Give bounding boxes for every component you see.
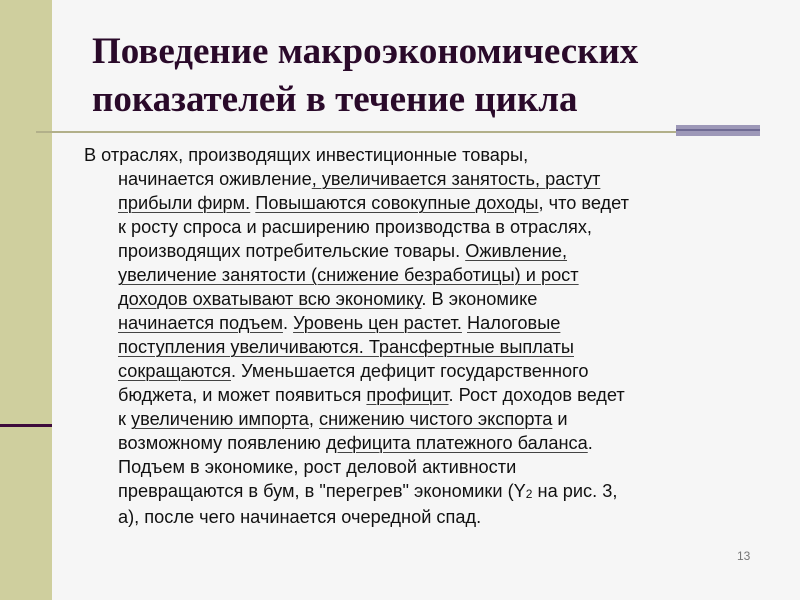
text-segment: . bbox=[587, 433, 593, 453]
text-segment: на рис. 3, bbox=[532, 481, 618, 501]
text-segment: , что ведет bbox=[538, 193, 629, 213]
underlined-phrase: , увеличивается занятость, растут bbox=[311, 169, 601, 189]
text-line-16: а), после чего начинается очередной спад. bbox=[118, 507, 482, 527]
text-segment: бюджета, и может появиться bbox=[118, 385, 367, 405]
text-line-10 bbox=[84, 359, 754, 383]
text-segment: и bbox=[552, 409, 568, 429]
page-number: 13 bbox=[737, 549, 751, 563]
title-line-2: показателей в течение цикла bbox=[92, 79, 578, 120]
text-line-1: В отраслях, производящих инвестиционные товары, bbox=[84, 145, 529, 165]
text-line-7 bbox=[84, 287, 754, 311]
text-line-14: Подъем в экономике, рост деловой активности bbox=[118, 457, 517, 477]
text-segment: производящих потребительские товары. bbox=[118, 241, 466, 261]
text-segment: . Уменьшается дефицит государственного bbox=[231, 361, 589, 381]
body-paragraph bbox=[84, 143, 754, 529]
underlined-phrase: увеличение занятости (снижение безработицы) и рост bbox=[118, 265, 579, 285]
text-line-4: к росту спроса и расширению производства в отраслях, bbox=[118, 217, 592, 237]
underlined-phrase: поступления увеличиваются. Трансфертные выплаты bbox=[118, 337, 574, 357]
text-line-11 bbox=[84, 383, 754, 407]
underlined-phrase: профицит bbox=[366, 385, 449, 405]
title-divider bbox=[36, 131, 676, 133]
underlined-phrase: Уровень цен растет. bbox=[293, 313, 462, 333]
subscript-2: 2 bbox=[525, 487, 533, 501]
side-decor-band bbox=[0, 0, 52, 600]
text-line-5 bbox=[84, 239, 754, 263]
underlined-phrase: Оживление, bbox=[465, 241, 568, 261]
underlined-phrase: доходов охватывают всю экономику bbox=[118, 289, 422, 309]
text-segment: к bbox=[118, 409, 132, 429]
text-line-3 bbox=[84, 191, 754, 215]
text-segment: . bbox=[282, 313, 294, 333]
underlined-phrase: дефицита платежного баланса bbox=[325, 433, 588, 453]
text-segment: начинается оживление bbox=[118, 169, 312, 189]
text-segment: возможному появлению bbox=[118, 433, 326, 453]
text-line-6 bbox=[84, 263, 754, 287]
text-segment: , bbox=[308, 409, 320, 429]
title-divider-accent bbox=[676, 125, 760, 136]
text-line-8 bbox=[84, 311, 754, 335]
text-line-9 bbox=[84, 335, 754, 359]
side-decor-line bbox=[0, 424, 52, 427]
text-line-2 bbox=[84, 167, 754, 191]
title-line-1: Поведение макроэкономических bbox=[92, 31, 639, 72]
underlined-phrase: Налоговые bbox=[467, 313, 561, 333]
text-line-13 bbox=[84, 431, 754, 455]
underlined-phrase: прибыли фирм. bbox=[118, 193, 251, 213]
underlined-phrase: снижению чистого экспорта bbox=[319, 409, 553, 429]
text-segment: . В экономике bbox=[421, 289, 538, 309]
underlined-phrase: Повышаются совокупные доходы bbox=[255, 193, 539, 213]
text-line-15 bbox=[84, 479, 754, 505]
underlined-phrase: сокращаются bbox=[118, 361, 231, 381]
text-segment: превращаются в бум, в "перегрев" экономики (Y bbox=[118, 481, 526, 501]
page-title bbox=[92, 28, 752, 124]
text-line-12 bbox=[84, 407, 754, 431]
text-segment: . Рост доходов ведет bbox=[448, 385, 625, 405]
underlined-phrase: увеличению импорта bbox=[131, 409, 309, 429]
underlined-phrase: начинается подъем bbox=[118, 313, 283, 333]
